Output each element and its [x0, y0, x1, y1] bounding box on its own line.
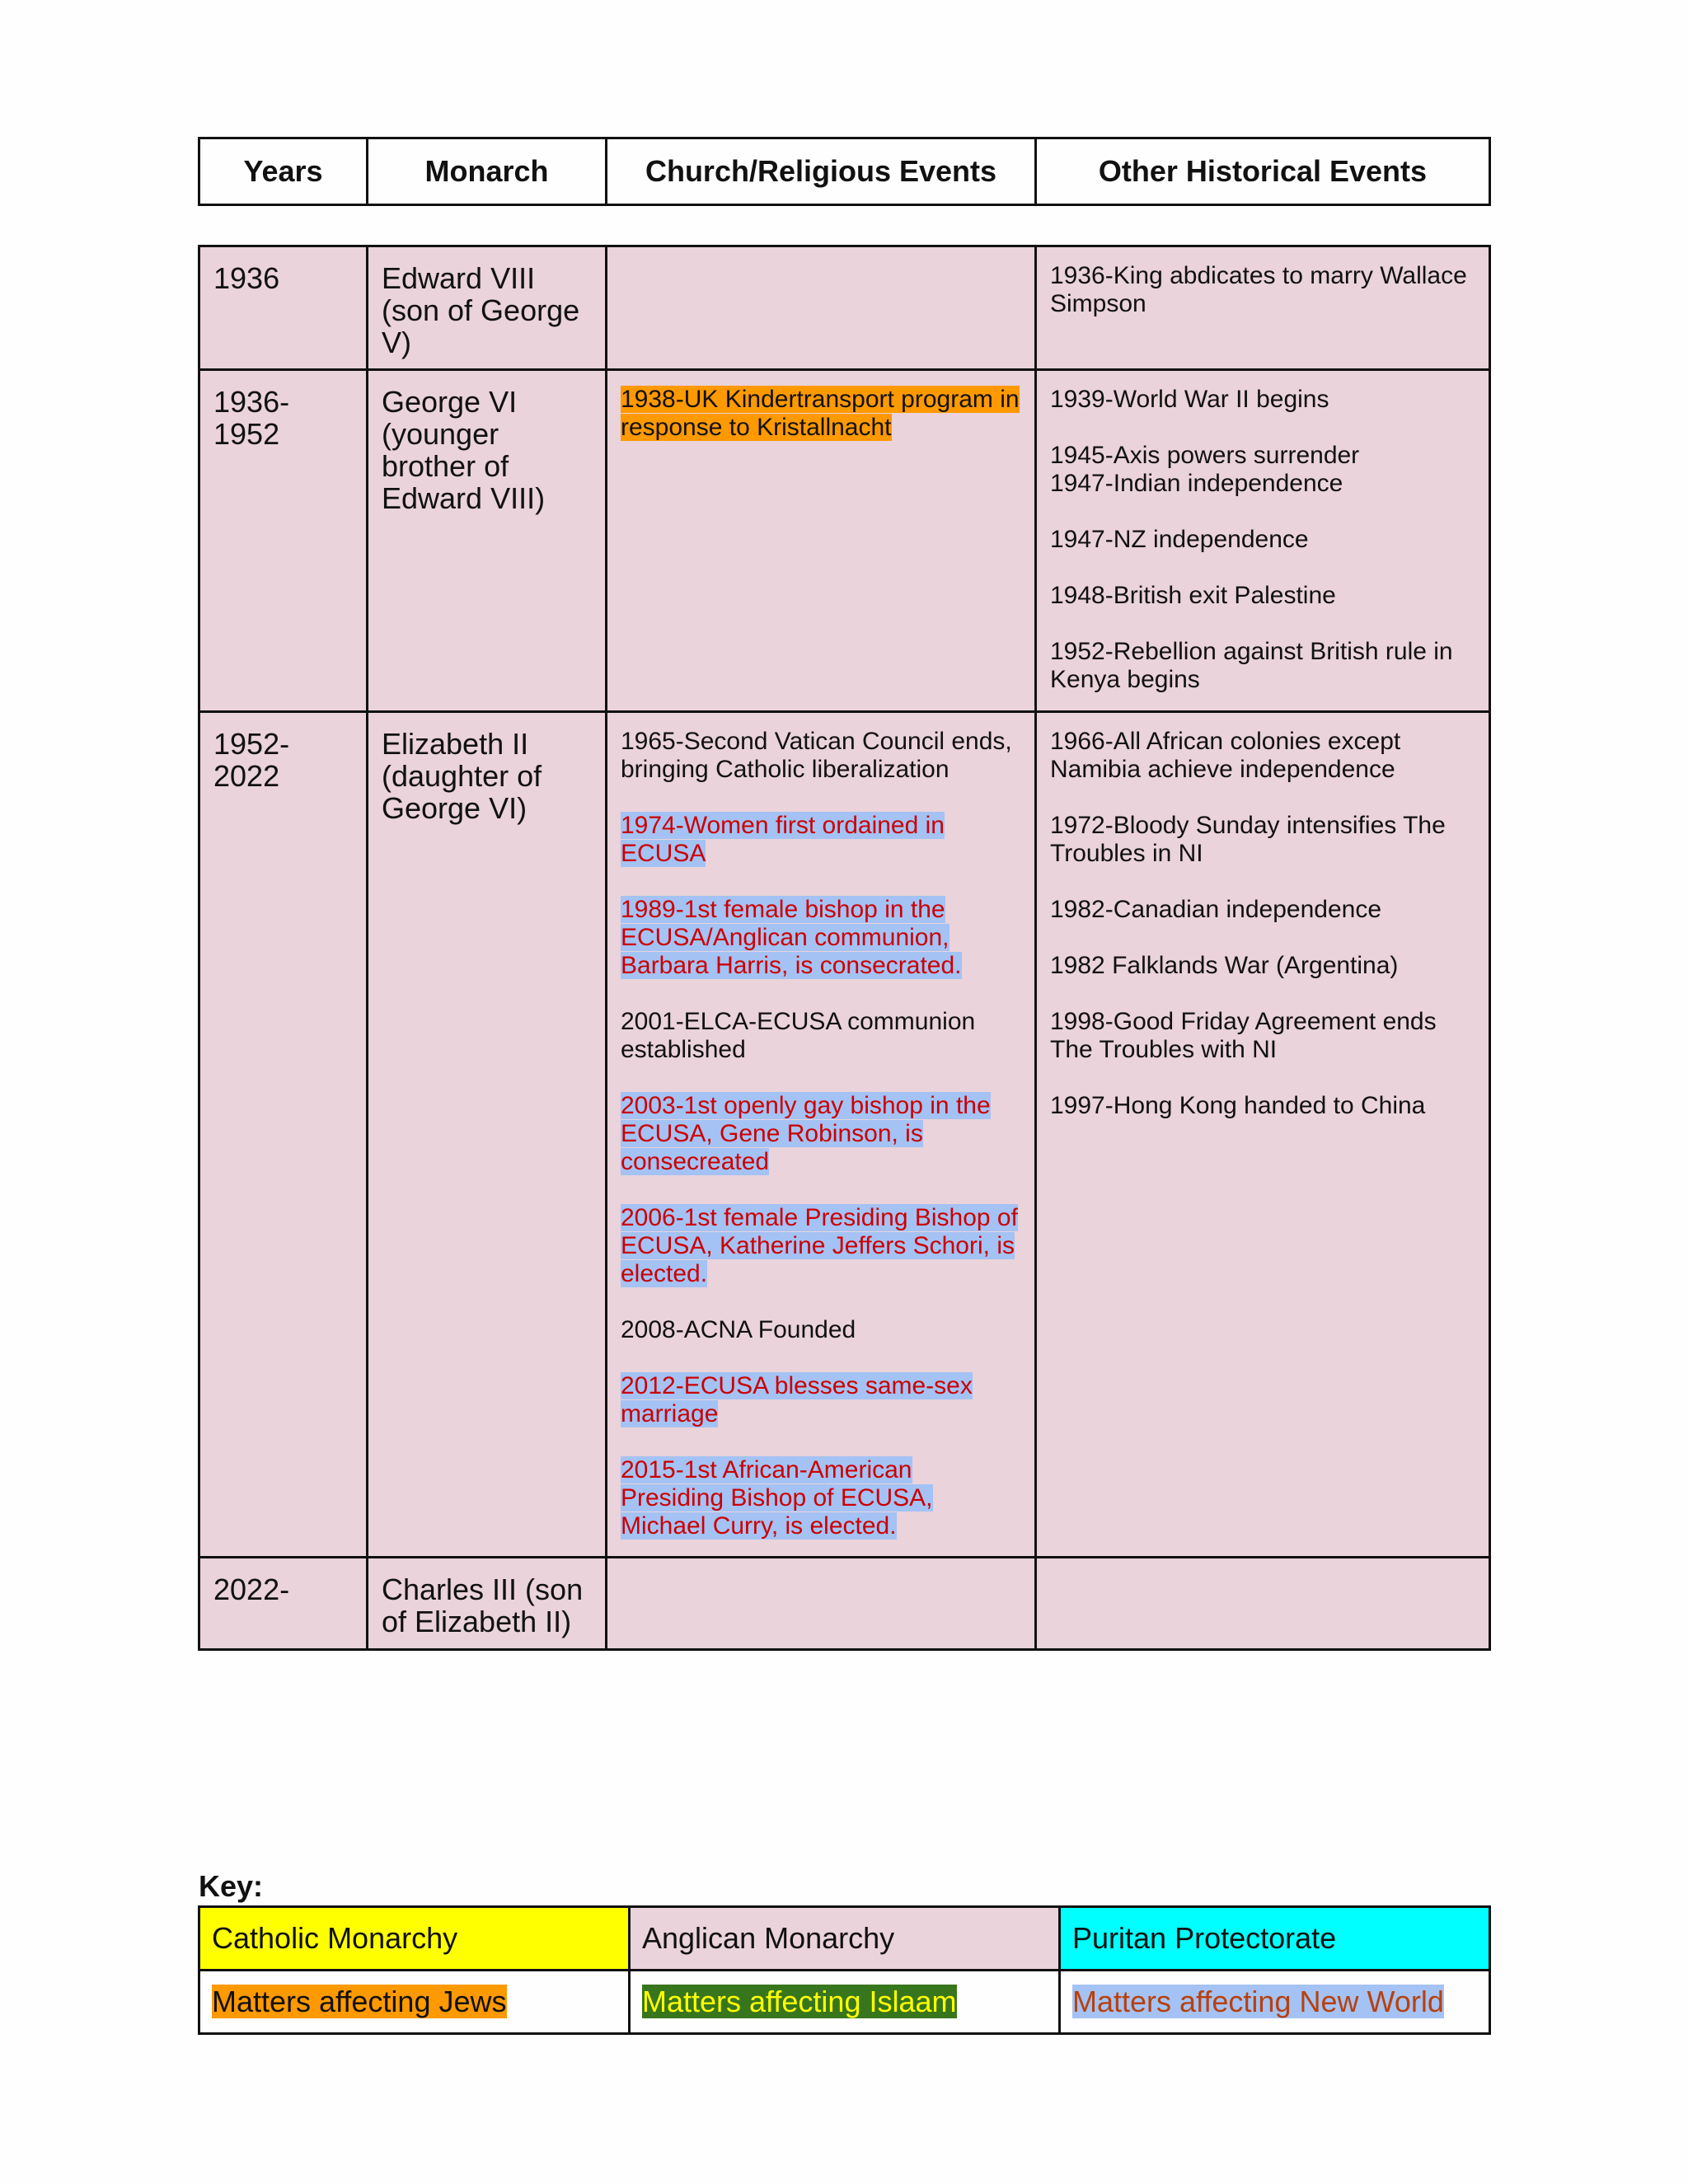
- timeline-table: [198, 245, 1491, 1651]
- other-event: 1982-Canadian independence: [1050, 896, 1382, 923]
- key-new-world-cell: [1060, 1971, 1490, 2034]
- church-event: [621, 1092, 1021, 1176]
- other-event: 1997-Hong Kong handed to China: [1050, 1092, 1426, 1119]
- table-row: [199, 712, 1490, 1558]
- key-islam: Matters affecting Islaam: [642, 1985, 957, 2018]
- header-monarch: Monarch: [368, 138, 607, 205]
- church-event-text: 2001-ELCA-ECUSA communion established: [621, 1008, 976, 1063]
- header-years: Years: [199, 138, 368, 205]
- header-church-events: Church/Religious Events: [607, 138, 1036, 205]
- key-table: [198, 1905, 1491, 2035]
- key-catholic-monarchy: Catholic Monarchy: [199, 1907, 630, 1971]
- monarch-cell: Charles III (son of Elizabeth II): [368, 1558, 607, 1650]
- header-row: [199, 138, 1490, 205]
- church-event-text: 2003-1st openly gay bishop in the ECUSA, Gene Robinson, is consecreated: [621, 1092, 991, 1175]
- church-events-cell: [607, 246, 1036, 370]
- other-events-cell: [1036, 370, 1490, 712]
- monarch-cell: Elizabeth II (daughter of George VI): [368, 712, 607, 1558]
- church-event: [621, 728, 1021, 784]
- monarch-cell: Edward VIII (son of George V): [368, 246, 607, 370]
- church-event-text: 1989-1st female bishop in the ECUSA/Anglican communion, Barbara Harris, is consecrated.: [621, 896, 962, 979]
- church-event: [621, 1372, 1021, 1428]
- other-event: 1948-British exit Palestine: [1050, 582, 1336, 609]
- key-jews: Matters affecting Jews: [212, 1985, 507, 2018]
- key-jews-cell: [199, 1971, 630, 2034]
- key-anglican-monarchy: Anglican Monarchy: [630, 1907, 1060, 1971]
- key-puritan-protectorate: Puritan Protectorate: [1060, 1907, 1490, 1971]
- church-event-text: 1938-UK Kindertransport program in response to Kristallnacht: [621, 386, 1020, 441]
- header-other-events: Other Historical Events: [1036, 138, 1490, 205]
- key-islam-cell: [630, 1971, 1060, 2034]
- church-event-text: 1974-Women first ordained in ECUSA: [621, 812, 945, 867]
- church-event-text: 2015-1st African-American Presiding Bishop of ECUSA, Michael Curry, is elected.: [621, 1456, 933, 1540]
- church-event: [621, 1008, 1021, 1064]
- other-event: 1998-Good Friday Agreement ends The Troubles with NI: [1050, 1008, 1437, 1063]
- church-event-text: 2008-ACNA Founded: [621, 1316, 856, 1343]
- monarch-cell: George VI (younger brother of Edward VIII): [368, 370, 607, 712]
- years-cell: 1936-1952: [199, 370, 368, 712]
- table-row: [199, 1558, 1490, 1650]
- other-event: 1982 Falklands War (Argentina): [1050, 952, 1399, 979]
- church-events-cell: [607, 370, 1036, 712]
- other-event: 1972-Bloody Sunday intensifies The Troubles in NI: [1050, 812, 1446, 867]
- church-event: [621, 1316, 1021, 1344]
- other-event: 1939-World War II begins: [1050, 386, 1329, 413]
- other-event: 1947-NZ independence: [1050, 526, 1309, 553]
- other-event: 1952-Rebellion against British rule in Kenya begins: [1050, 638, 1453, 693]
- other-events-cell: [1036, 1558, 1490, 1650]
- church-event: [621, 1204, 1021, 1288]
- key-title: Key:: [199, 1869, 264, 1903]
- church-event: [621, 812, 1021, 868]
- church-event: [621, 386, 1021, 442]
- years-cell: 2022-: [199, 1558, 368, 1650]
- years-cell: 1936: [199, 246, 368, 370]
- church-event: [621, 896, 1021, 980]
- church-events-cell: [607, 712, 1036, 1558]
- years-cell: 1952-2022: [199, 712, 368, 1558]
- other-event: 1966-All African colonies except Namibia achieve independence: [1050, 728, 1401, 783]
- key-row: [199, 1907, 1490, 1971]
- table-row: [199, 246, 1490, 370]
- church-event-text: 2012-ECUSA blesses same-sex marriage: [621, 1372, 973, 1427]
- other-events-cell: [1036, 246, 1490, 370]
- header-table: [198, 137, 1491, 206]
- church-event-text: 2006-1st female Presiding Bishop of ECUSA, Katherine Jeffers Schori, is elected.: [621, 1204, 1018, 1287]
- table-row: [199, 370, 1490, 712]
- key-new-world: Matters affecting New World: [1072, 1985, 1444, 2018]
- other-events-cell: [1036, 712, 1490, 1558]
- other-event: 1945-Axis powers surrender 1947-Indian independence: [1050, 442, 1360, 497]
- church-event-text: 1965-Second Vatican Council ends, bringing Catholic liberalization: [621, 728, 1012, 783]
- key-row: [199, 1971, 1490, 2034]
- church-events-cell: [607, 1558, 1036, 1650]
- other-event: 1936-King abdicates to marry Wallace Simpson: [1050, 262, 1467, 317]
- church-event: [621, 1456, 1021, 1540]
